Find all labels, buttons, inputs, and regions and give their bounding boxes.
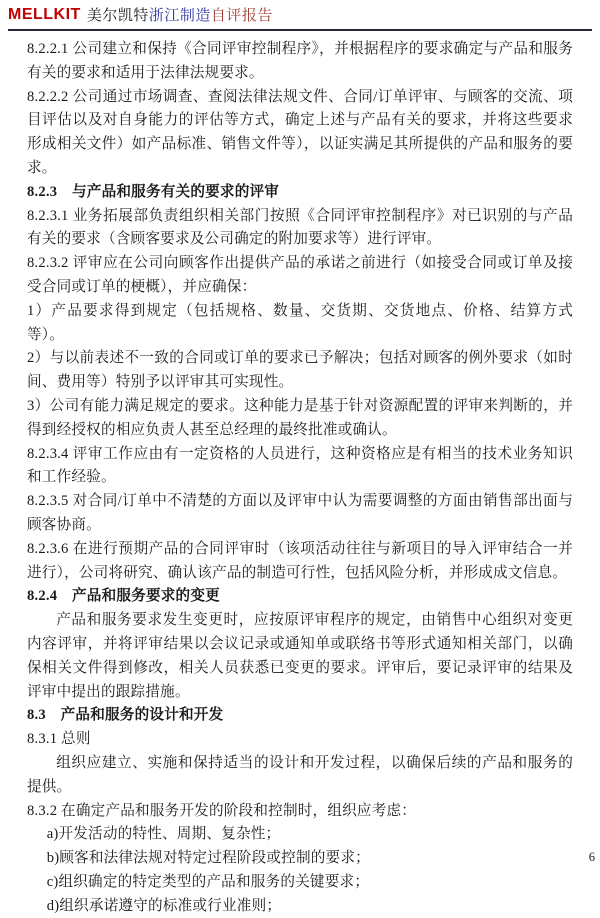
section-heading: 8.2.3 与产品和服务有关的要求的评审 (27, 183, 280, 200)
list-item: a)开发活动的特性、周期、复杂性； (46, 826, 281, 843)
section-heading: 8.3 产品和服务的设计和开发 (27, 707, 224, 724)
paragraph: 组织应建立、实施和保持适当的设计和开发过程，以确保后续的产品和服务的提供。 (27, 754, 573, 795)
paragraph: 8.2.2.1 公司建立和保持《合同评审控制程序》，并根据程序的要求确定与产品和服务有关的要求和适用于法律法规要求。 (27, 41, 573, 81)
paragraph: 产品和服务要求发生变更时，应按原评审程序的规定，由销售中心组织对变更内容评审，并将评审结果以会议记录或通知单或联络书等形式通知相关部门，以确保相关文件得到修改，相关人员获悉已变更的要求。评审后，要记录评审的结果及评审中提出的跟踪措施。 (27, 612, 573, 700)
brand-logo: MELLKIT (8, 5, 81, 23)
paragraph: 8.2.3.4 评审工作应由有一定资格的人员进行，这种资格应是有相当的技术业务知识和工作经验。 (27, 445, 573, 486)
header-company-name: 美尔凯特 (86, 8, 149, 24)
paragraph: 8.3.2 在确定产品和服务开发的阶段和控制时，组织应考虑： (27, 802, 417, 819)
paragraph: 8.2.3.5 对合同/订单中不清楚的方面以及评审中认为需要调整的方面由销售部出面与顾客协商。 (27, 493, 573, 533)
paragraph: 8.3.1 总则 (27, 731, 91, 748)
page-header (8, 0, 592, 31)
paragraph: 2）与以前表述不一致的合同或订单的要求已予解决；包括对顾客的例外要求（如时间、费用等）特别予以评审其可实现性。 (27, 350, 573, 391)
paragraph: 3）公司有能力满足规定的要求。这种能力是基于针对资源配置的评审来判断的，并得到经授权的相应负责人甚至总经理的最终批准或确认。 (27, 397, 573, 438)
paragraph: 1）产品要求得到规定（包括规格、数量、交货期、交货地点、价格、结算方式等）。 (27, 302, 573, 343)
paragraph: 8.2.3.1 业务拓展部负责组织相关部门按照《合同评审控制程序》对已识别的与产品有关的要求（含顾客要求及公司确定的附加要求等）进行评审。 (27, 207, 573, 248)
paragraph: 8.2.2.2 公司通过市场调查、查阅法律法规文件、合同/订单评审、与顾客的交流、项目评估以及对自身能力的评估等方式，确定上述与产品有关的要求，并将这些要求形成相关文件）如产品标准、销售文件等），以证实满足其所提供的产品和服务的要求。 (27, 88, 573, 176)
list-item: b)顾客和法律法规对特定过程阶段或控制的要求； (46, 850, 370, 867)
document-body (27, 38, 573, 918)
paragraph: 8.2.3.2 评审应在公司向顾客作出提供产品的承诺之前进行（如接受合同或订单及接受合同或订单的梗概），并应确保： (27, 255, 573, 295)
section-heading: 8.2.4 产品和服务要求的变更 (27, 588, 220, 605)
paragraph: 8.2.3.6 在进行预期产品的合同评审时（该项活动往往与新项目的导入评审结合一并进行），公司将研究、确认该产品的制造可行性，包括风险分析，并形成成文信息。 (27, 540, 573, 581)
list-item: d)组织承诺遵守的标准或行业准则； (46, 897, 282, 914)
list-item: c)组织确定的特定类型的产品和服务的关键要求； (46, 873, 370, 890)
page-number: 6 (588, 850, 595, 864)
header-title-segment-red: 自评报告 (210, 8, 273, 24)
header-title-segment-blue: 浙江制造 (148, 8, 211, 24)
